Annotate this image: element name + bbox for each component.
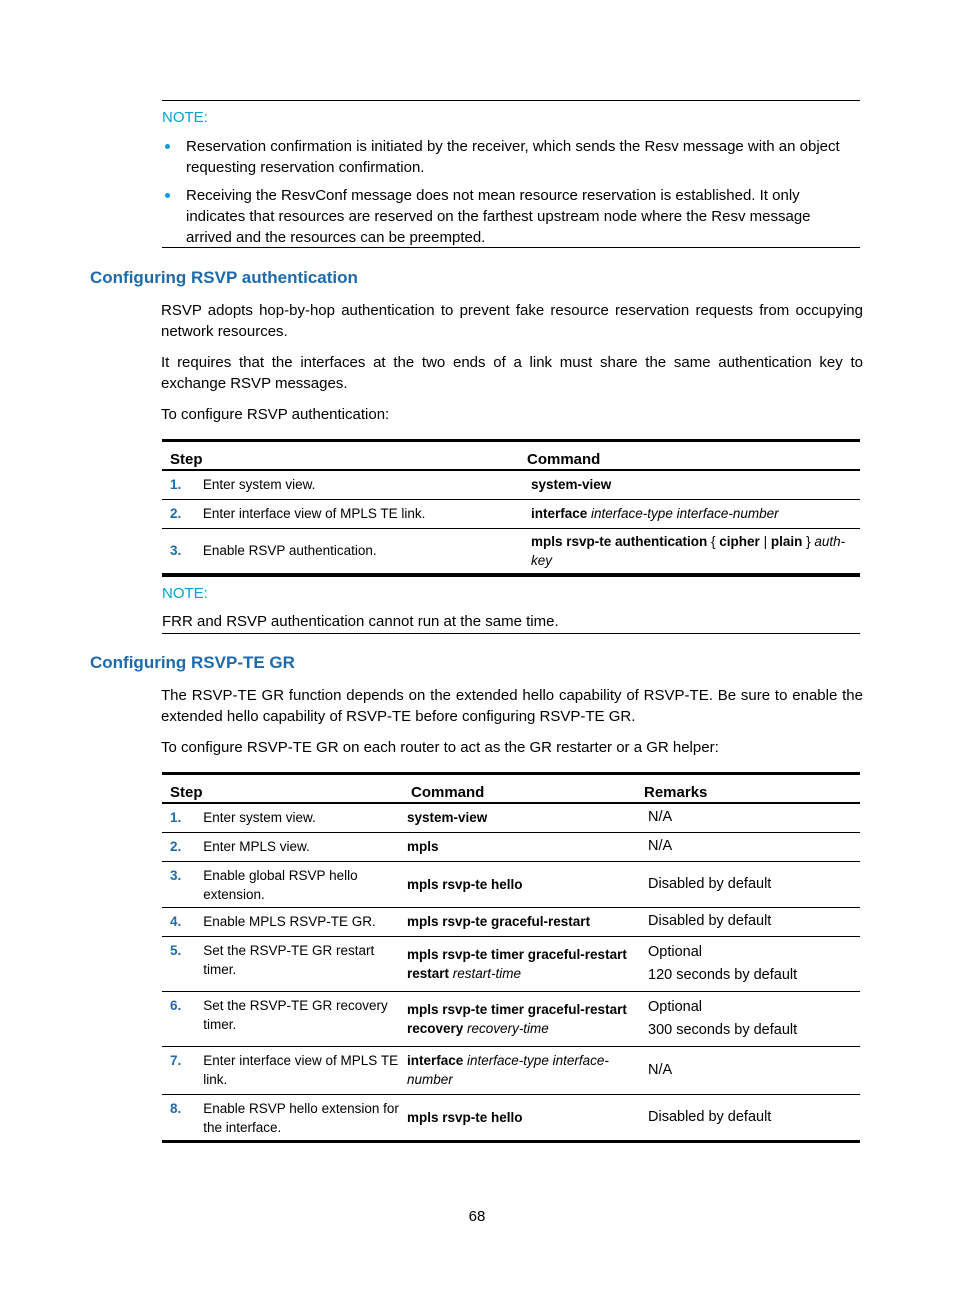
table-row: [162, 936, 860, 991]
command-syntax: |: [759, 533, 771, 549]
rsvp-auth-table: [162, 439, 860, 576]
command-argument: interface-type interface-number: [407, 1053, 609, 1087]
remarks-cell: [636, 1094, 860, 1141]
command-cell: [403, 832, 636, 861]
command-keyword: plain: [770, 533, 803, 549]
command-cell: [403, 907, 636, 936]
paragraph: RSVP adopts hop-by-hop authentication to prevent fake resource reservation requests from occupying network resources.: [161, 302, 863, 340]
remark-line: Optional: [648, 943, 703, 960]
command-keyword: mpls rsvp-te authentication: [531, 533, 708, 549]
remarks-cell: [636, 861, 860, 907]
step-number: 1.: [162, 803, 199, 832]
header-command: Command: [403, 774, 636, 804]
step-number: 2.: [162, 499, 199, 528]
command-keyword: mpls rsvp-te hello: [407, 1109, 523, 1125]
command-cell: [519, 470, 860, 499]
remark-line: N/A: [648, 838, 673, 854]
bullet-icon: [165, 193, 170, 198]
step-number: 7.: [162, 1046, 199, 1094]
paragraph: To configure RSVP-TE GR on each router to act as the GR restarter or a GR helper:: [161, 739, 719, 756]
note-list: [162, 136, 860, 248]
step-description: Enter MPLS view.: [199, 832, 403, 861]
remarks-cell: [636, 936, 860, 991]
step-description: Enter system view.: [199, 803, 403, 832]
note-box-2: [162, 576, 860, 634]
step-number: 8.: [162, 1094, 199, 1141]
command-cell: [403, 991, 636, 1046]
paragraph: The RSVP-TE GR function depends on the extended hello capability of RSVP-TE. Be sure to enable the extended hello capability of RSVP-TE before configuring RSVP-TE GR.: [161, 687, 863, 725]
command-keyword: mpls rsvp-te hello: [407, 876, 523, 892]
remarks-cell: [636, 1046, 860, 1094]
remarks-cell: [636, 907, 860, 936]
step-description: Enter interface view of MPLS TE link.: [199, 499, 519, 528]
table-row: [162, 1046, 860, 1094]
header-remarks: Remarks: [636, 774, 860, 804]
remarks-cell: [636, 991, 860, 1046]
section-heading: Configuring RSVP-TE GR: [90, 653, 295, 672]
header-step: Step: [162, 441, 519, 471]
command-cell: [403, 1046, 636, 1094]
command-keyword: mpls rsvp-te timer graceful-restart restart: [407, 946, 627, 981]
table-row: [162, 528, 860, 574]
command-keyword: cipher: [719, 533, 760, 549]
note-label: NOTE:: [162, 585, 208, 602]
step-description: Enable RSVP hello extension for the interface.: [199, 1094, 403, 1141]
paragraph: To configure RSVP authentication:: [161, 406, 390, 423]
note-item: Receiving the ResvConf message does not mean resource reservation is established. It only indicates that resources are reserved on the farthest upstream node where the Resv message arrived and the resources can be preempted.: [162, 185, 860, 248]
step-description: Enter system view.: [199, 470, 519, 499]
rsvp-te-gr-table: [162, 772, 860, 1143]
step-number: 5.: [162, 936, 199, 991]
remark-line: 300 seconds by default: [648, 1021, 798, 1038]
command-cell: [519, 499, 860, 528]
step-description: Set the RSVP-TE GR restart timer.: [199, 936, 403, 991]
command-argument: auth-key: [531, 533, 846, 568]
command-keyword: mpls: [407, 839, 439, 854]
command-keyword: interface: [531, 506, 588, 521]
command-keyword: mpls rsvp-te graceful-restart: [407, 914, 591, 929]
step-description: Set the RSVP-TE GR recovery timer.: [199, 991, 403, 1046]
bullet-icon: [165, 144, 170, 149]
command-syntax: }: [802, 533, 815, 549]
remarks-cell: [636, 803, 860, 832]
remark-line: N/A: [648, 1061, 673, 1078]
command-keyword: mpls rsvp-te timer graceful-restart recovery: [407, 1001, 627, 1036]
command-keyword: system-view: [531, 477, 612, 493]
paragraph: It requires that the interfaces at the two ends of a link must share the same authentication key to exchange RSVP messages.: [161, 354, 863, 392]
step-description: Enable MPLS RSVP-TE GR.: [199, 907, 403, 936]
note-label: NOTE:: [162, 109, 208, 126]
table-row: [162, 470, 860, 499]
table-row: [162, 832, 860, 861]
remarks-cell: [636, 832, 860, 861]
note-text: FRR and RSVP authentication cannot run at the same time.: [162, 613, 559, 630]
remark-line: Optional: [648, 998, 703, 1015]
command-argument: recovery-time: [463, 1020, 549, 1036]
remark-line: Disabled by default: [648, 1108, 772, 1125]
remark-line: Disabled by default: [648, 875, 772, 892]
command-keyword: system-view: [407, 810, 488, 826]
step-description: Enter interface view of MPLS TE link.: [199, 1046, 403, 1094]
command-syntax: {: [707, 533, 720, 549]
remark-line: 120 seconds by default: [648, 966, 798, 983]
command-argument: interface-type interface-number: [587, 506, 779, 521]
remark-line: Disabled by default: [648, 913, 772, 929]
step-description: Enable global RSVP hello extension.: [199, 861, 403, 907]
step-number: 2.: [162, 832, 199, 861]
table-row: [162, 803, 860, 832]
step-number: 3.: [162, 861, 199, 907]
table-row: [162, 499, 860, 528]
step-number: 4.: [162, 907, 199, 936]
command-cell: [403, 936, 636, 991]
command-keyword: interface: [407, 1053, 464, 1068]
step-number: 6.: [162, 991, 199, 1046]
step-description: Enable RSVP authentication.: [199, 528, 519, 574]
table-header-row: [162, 441, 860, 471]
command-cell: [519, 528, 860, 574]
table-header-row: [162, 774, 860, 804]
step-number: 1.: [162, 470, 199, 499]
note-item: Reservation confirmation is initiated by the receiver, which sends the Resv message with an object requesting reservation confirmation.: [162, 136, 860, 178]
command-cell: [403, 803, 636, 832]
table-row: [162, 907, 860, 936]
header-command: Command: [519, 441, 860, 471]
section-heading: Configuring RSVP authentication: [90, 268, 358, 287]
command-cell: [403, 861, 636, 907]
step-number: 3.: [162, 528, 199, 574]
remark-line: N/A: [648, 809, 673, 826]
page-number: 68: [468, 1208, 486, 1225]
header-step: Step: [162, 774, 403, 804]
table-row: [162, 861, 860, 907]
command-cell: [403, 1094, 636, 1141]
table-row: [162, 1094, 860, 1141]
command-argument: restart-time: [449, 965, 522, 981]
note-box-1: [162, 100, 860, 248]
table-row: [162, 991, 860, 1046]
